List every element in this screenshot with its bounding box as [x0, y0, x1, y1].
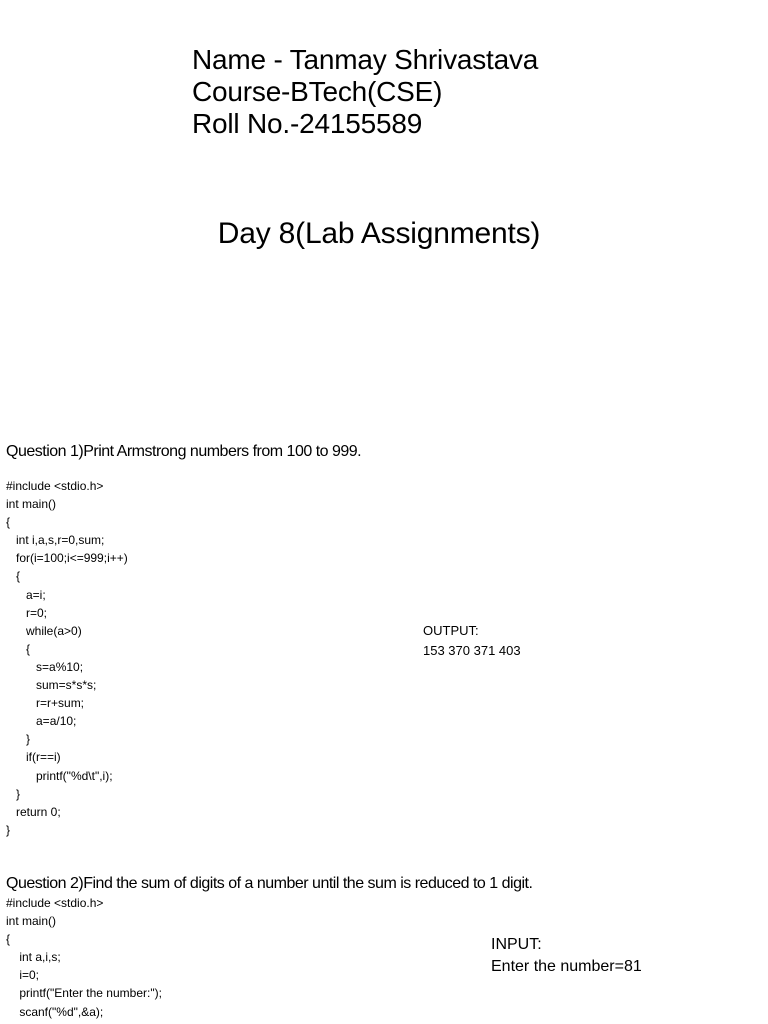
code-line: int a,i,s; — [6, 950, 61, 965]
code-line: } — [6, 732, 31, 747]
code-line: for(i=100;i<=999;i++) — [6, 551, 128, 566]
code-line: int main() — [6, 914, 57, 929]
code-line: r=0; — [6, 605, 48, 620]
page-title: Day 8(Lab Assignments) — [217, 217, 541, 250]
code-line: } — [6, 822, 11, 837]
code-line: } — [6, 786, 21, 801]
code-line: printf("%d\t",i); — [6, 768, 113, 783]
q1-output-block — [423, 621, 521, 661]
code-line: a=a/10; — [6, 714, 77, 729]
student-roll: Roll No.-24155589 — [192, 108, 423, 139]
code-line: #include <stdio.h> — [6, 896, 104, 910]
student-course: Course-BTech(CSE) — [192, 76, 443, 107]
question-1-heading: Question 1)Print Armstrong numbers from 100 to 999. — [6, 443, 362, 460]
code-line: #include <stdio.h> — [6, 479, 104, 493]
code-line: sum=s*s*s; — [6, 678, 97, 693]
code-line: return 0; — [6, 804, 61, 819]
student-info — [192, 44, 538, 140]
code-line: printf("Enter the number:"); — [6, 986, 162, 1001]
q2-input-value: Enter the number=81 — [491, 958, 642, 975]
code-line: { — [6, 641, 31, 656]
code-line: { — [6, 515, 11, 530]
code-line: int main() — [6, 497, 57, 512]
student-name: Name - Tanmay Shrivastava — [192, 44, 539, 75]
question-1-code — [6, 477, 128, 839]
code-line: scanf("%d",&a); — [6, 1004, 104, 1019]
question-2-heading: Question 2)Find the sum of digits of a number until the sum is reduced to 1 digit. — [6, 875, 533, 892]
code-line: r=r+sum; — [6, 696, 85, 711]
code-line: if(r==i) — [6, 750, 61, 765]
code-line: a=i; — [6, 587, 46, 602]
q1-output-label: OUTPUT: — [423, 623, 479, 638]
code-line: int i,a,s,r=0,sum; — [6, 533, 105, 548]
code-line: s=a%10; — [6, 659, 84, 674]
q2-input-label: INPUT: — [491, 936, 542, 953]
question-2-code — [6, 894, 162, 1021]
code-line: { — [6, 932, 11, 947]
code-line: { — [6, 569, 21, 584]
code-line: i=0; — [6, 968, 40, 983]
code-line: while(a>0) — [6, 623, 82, 638]
q1-output-value: 153 370 371 403 — [423, 643, 521, 658]
q2-input-block — [491, 934, 642, 978]
